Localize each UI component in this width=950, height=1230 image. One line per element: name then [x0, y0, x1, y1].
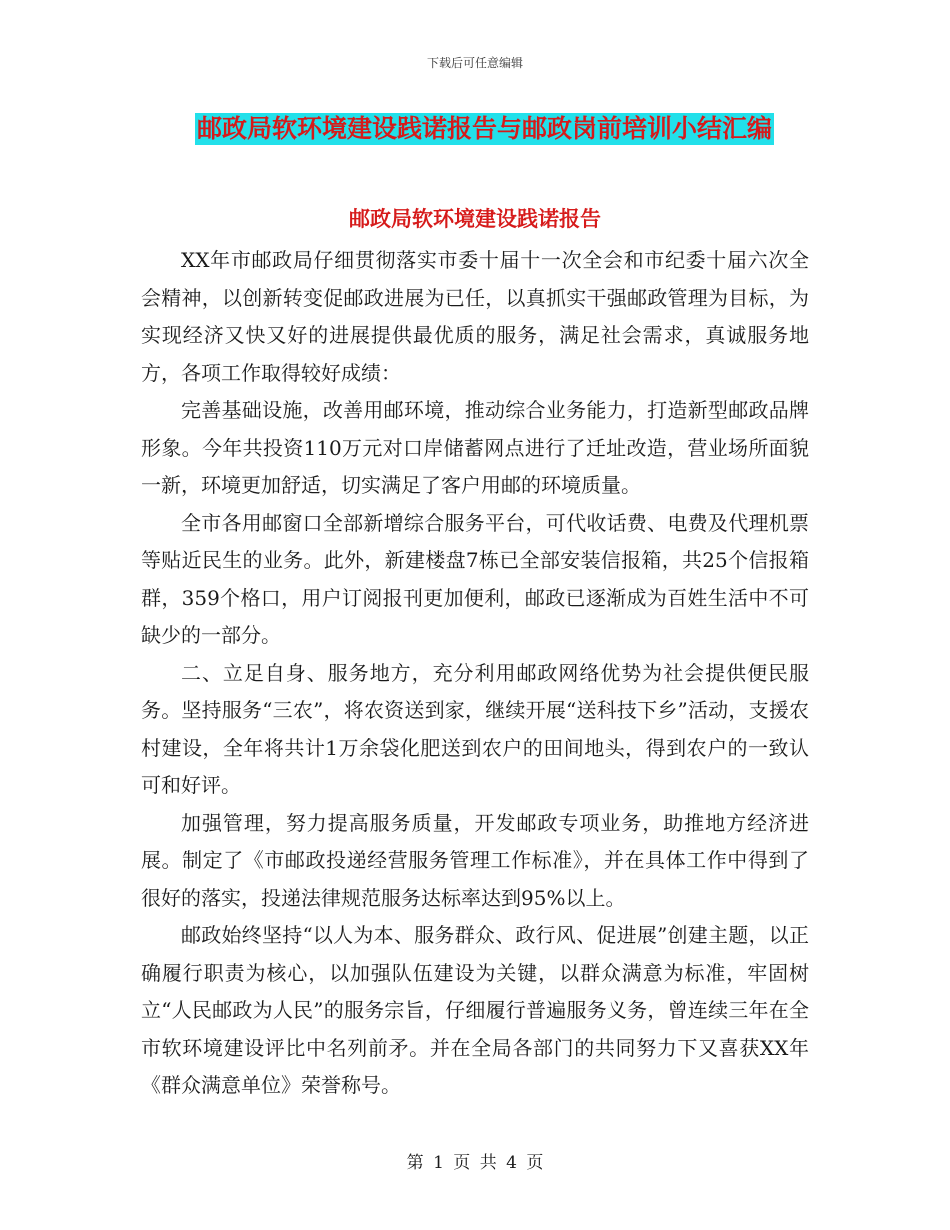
document-body [141, 242, 809, 1105]
paragraph: 邮政始终坚持“以人为本、服务群众、政行风、促进展”创建主题，以正确履行职责为核心，以加强队伍建设为关键，以群众满意为标准，牢固树立“人民邮政为人民”的服务宗旨，仔细履行普遍服务义务，曾连续三年在全市软环境建设评比中名列前矛。并在全局各部门的共同努力下又喜获XX年《群众满意单位》荣誉称号。 [141, 923, 809, 1097]
page-number-footer: 第 1 页 共 4 页 [406, 1153, 544, 1173]
header-note: 下载后可任意编辑 [426, 56, 523, 70]
paragraph: 完善基础设施，改善用邮环境，推动综合业务能力，打造新型邮政品牌形象。今年共投资110万元对口岸储蓄网点进行了迁址改造，营业场所面貌一新，环境更加舒适，切实满足了客户用邮的环境质量。 [141, 398, 809, 497]
section-title: 邮政局软环境建设践诺报告 [349, 206, 601, 231]
paragraph: 二、立足自身、服务地方，充分利用邮政网络优势为社会提供便民服务。坚持服务“三农”，将农资送到家，继续开展“送科技下乡”活动，支援农村建设，全年将共计1万余袋化肥送到农户的田间地头，得到农户的一致认可和好评。 [141, 660, 809, 797]
paragraph: 加强管理，努力提高服务质量，开发邮政专项业务，助推地方经济进展。制定了《市邮政投递经营服务管理工作标准》，并在具体工作中得到了很好的落实，投递法律规范服务达标率达到95%以上。 [141, 810, 809, 910]
paragraph: 全市各用邮窗口全部新增综合服务平台，可代收话费、电费及代理机票等贴近民生的业务。此外，新建楼盘7栋已全部安装信报箱，共25个信报箱群，359个格口，用户订阅报刊更加便利，邮政已逐渐成为百姓生活中不可缺少的一部分。 [141, 510, 809, 647]
document-main-title: 邮政局软环境建设践诺报告与邮政岗前培训小结汇编 [197, 114, 773, 143]
paragraph: XX年市邮政局仔细贯彻落实市委十届十一次全会和市纪委十届六次全会精神，以创新转变促邮政进展为已任，以真抓实干强邮政管理为目标，为实现经济又快又好的进展提供最优质的服务，满足社会需求，真诚服务地方，各项工作取得较好成绩： [141, 248, 809, 385]
